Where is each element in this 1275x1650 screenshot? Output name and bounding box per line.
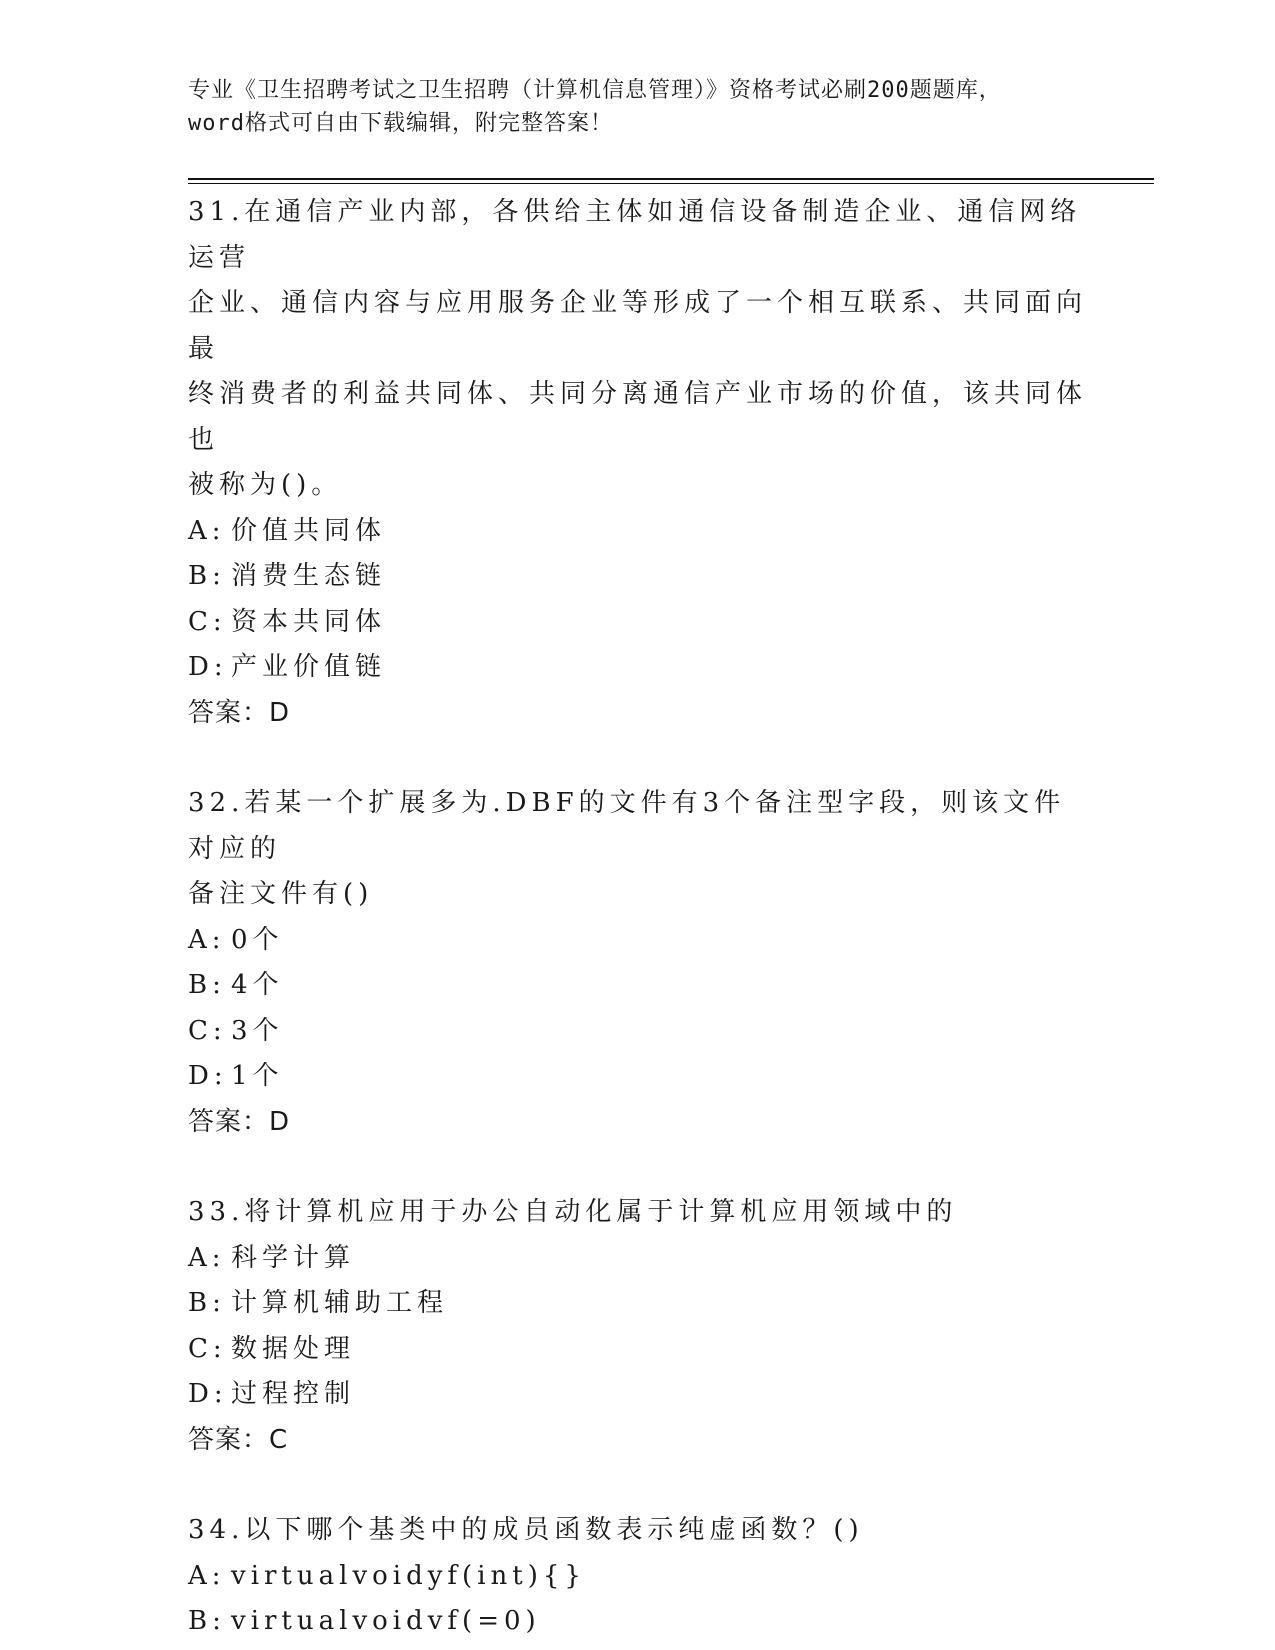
- answer-line: 答案：D: [188, 1106, 291, 1137]
- question-stem: 31.在通信产业内部，各供给主体如通信设备制造企业、通信网络运营 企业、通信内容与应用服务企业等形成了一个相互联系、共同面向最 终消费者的利益共同体、共同分离通信产业市场的价值，该共同体也 被称为()。: [188, 197, 1088, 500]
- option-b: B: virtualvoidvf(=0): [188, 1606, 541, 1636]
- option-b: B: 4个: [188, 970, 284, 1000]
- header-line-1: 专业《卫生招聘考试之卫生招聘（计算机信息管理）》资格考试必刷200题题库，: [188, 78, 1002, 103]
- header-divider-thin: [188, 183, 1154, 184]
- option-c: C: 数据处理: [188, 1333, 356, 1364]
- question-31: [188, 190, 1088, 736]
- option-d: D: 产业价值链: [188, 652, 387, 682]
- question-34: [188, 1508, 1088, 1645]
- option-a: A: 科学计算: [188, 1242, 356, 1273]
- question-33: [188, 1190, 1088, 1463]
- option-a: A: 价值共同体: [188, 515, 387, 546]
- answer-line: 答案：D: [188, 697, 291, 728]
- header-line-2: word格式可自由下载编辑，附完整答案！: [188, 111, 613, 136]
- question-stem: 33.将计算机应用于办公自动化属于计算机应用领域中的: [188, 1197, 958, 1227]
- option-d: D: 1个: [188, 1061, 284, 1091]
- option-b: B: 消费生态链: [188, 561, 387, 591]
- question-32: [188, 781, 1088, 1145]
- option-c: C: 3个: [188, 1015, 284, 1046]
- option-a: A: 0个: [188, 924, 284, 955]
- answer-line: 答案：C: [188, 1424, 289, 1455]
- question-stem: 32.若某一个扩展多为.DBF的文件有3个备注型字段，则该文件对应的 备注文件有(): [188, 788, 1066, 909]
- question-stem: 34.以下哪个基类中的成员函数表示纯虚函数？(): [188, 1515, 864, 1545]
- document-header: [188, 74, 1088, 140]
- option-a: A: virtualvoidyf(int){}: [188, 1560, 586, 1591]
- option-b: B: 计算机辅助工程: [188, 1288, 449, 1318]
- option-d: D: 过程控制: [188, 1379, 356, 1409]
- question-list: [188, 190, 1088, 1645]
- header-divider-thick: [188, 178, 1154, 180]
- option-c: C: 资本共同体: [188, 606, 387, 637]
